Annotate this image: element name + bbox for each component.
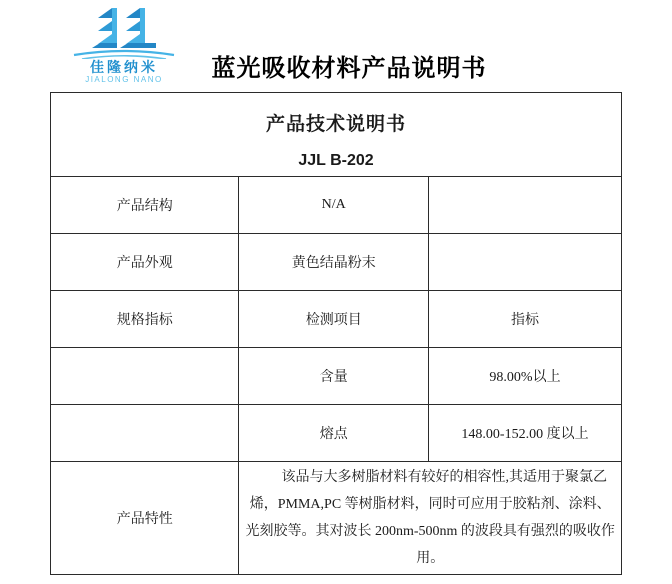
row-label-features: 产品特性: [51, 462, 239, 575]
row-value-content: 含量: [239, 348, 429, 405]
row-spec-melting-point: 148.00-152.00 度以上: [428, 405, 621, 462]
row-label-appearance: 产品外观: [51, 234, 239, 291]
row-spec-empty: [428, 234, 621, 291]
row-label-structure: 产品结构: [51, 177, 239, 234]
row-label-empty: [51, 348, 239, 405]
table-row-appearance: [51, 234, 622, 291]
table-row-structure: [51, 177, 622, 234]
row-spec-empty: [428, 177, 621, 234]
product-features-text: 该品与大多树脂材料有较好的相容性,其适用于聚氯乙烯，PMMA,PC 等树脂材料，同时可应用于胶粘剂、涂料、光刻胶等。其对波长 200nm-500nm 的波段具有强烈的吸收作用。: [239, 462, 622, 575]
row-value-structure: N/A: [239, 177, 429, 234]
col-header-index: 指标: [428, 291, 621, 348]
product-model: JJL B-202: [298, 151, 374, 169]
row-spec-content: 98.00%以上: [428, 348, 621, 405]
page-title: 蓝光吸收材料产品说明书: [211, 56, 487, 82]
spec-table: [50, 92, 622, 575]
table-row-content: [51, 348, 622, 405]
table-header-cell: [51, 93, 622, 177]
row-value-melting-point: 熔点: [239, 405, 429, 462]
table-row-spec-header: [51, 291, 622, 348]
table-header-row: [51, 93, 622, 177]
table-row-features: [51, 462, 622, 575]
row-value-appearance: 黄色结晶粉末: [239, 234, 429, 291]
row-label-empty: [51, 405, 239, 462]
logo-name-en: JIALONG NANO: [85, 75, 163, 84]
table-title: 产品技术说明书: [265, 113, 406, 135]
table-row-melting-point: [51, 405, 622, 462]
row-label-spec-index: 规格指标: [51, 291, 239, 348]
logo-name-cn: 佳隆纳米: [90, 59, 158, 75]
col-header-test-item: 检测项目: [239, 291, 429, 348]
